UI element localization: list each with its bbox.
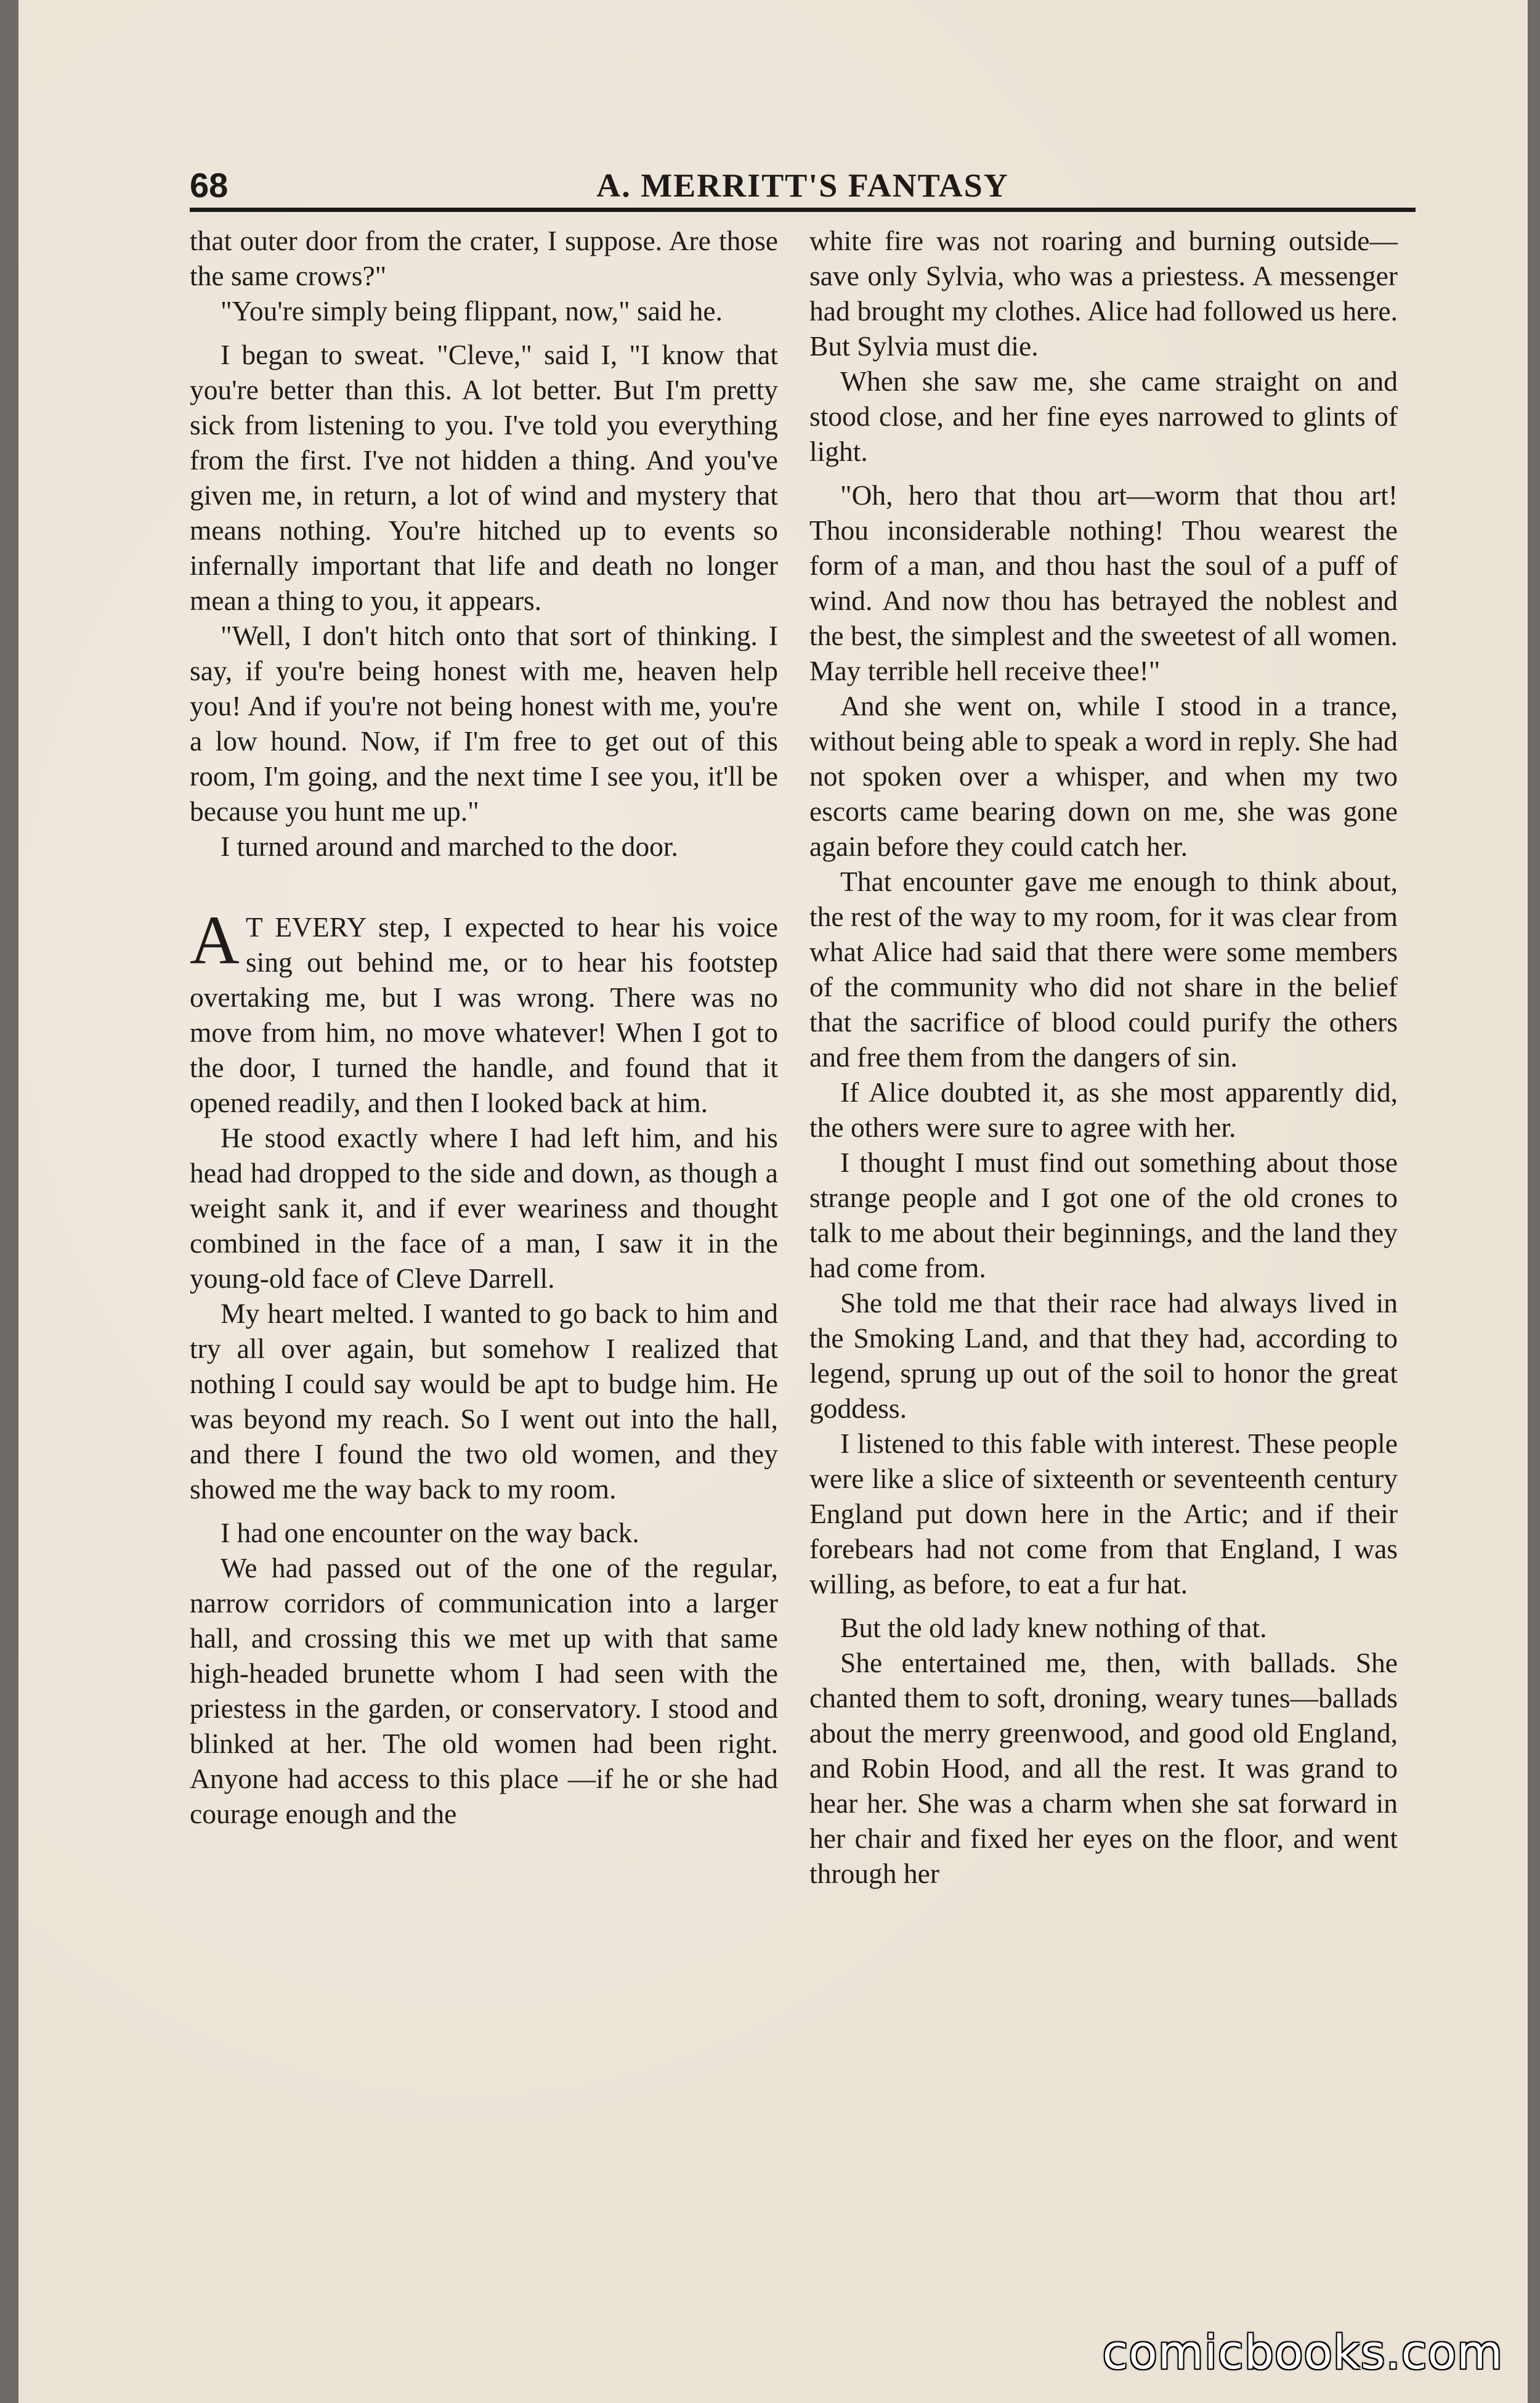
paragraph: We had passed out of the one of the regular, narrow corridors of communication into a larger hall, and crossing this we met up with that same high-headed brunette whom I had seen with the priestess in the garden, or conservatory. I stood and blinked at her. The old women had been right. Anyone had access to this place —if he or she had courage enough and the (190, 1552, 778, 1829)
running-title: A. MERRITT'S FANTASY (596, 167, 1009, 204)
page-header (190, 163, 1416, 212)
left-column (190, 223, 778, 1831)
paragraph: My heart melted. I wanted to go back to him and try all over again, but somehow I realized that nothing I could say would be apt to budge him. He was beyond my reach. So I went out into the hall, and there I found the two old women, and they showed me the way back to my room. (190, 1298, 778, 1505)
paragraph: I thought I must find out something about those strange people and I got one of the old crones to talk to me about their beginnings, and the land they had come from. (809, 1147, 1398, 1283)
section-opening-paragraph (190, 902, 778, 1120)
paragraph: That encounter gave me enough to think about, the rest of the way to my room, for it was clear from what Alice had said that there were some members of the community who did not share in the belief that the sacrifice of blood could purify the others and free them from the dangers of sin. (809, 866, 1398, 1073)
paragraph: "You're simply being flippant, now," said he. (221, 295, 723, 327)
paragraph: When she saw me, she came straight on and stood close, and her fine eyes narrowed to glints of light. (809, 365, 1398, 467)
paragraph: I had one encounter on the way back. (221, 1517, 639, 1548)
right-column (809, 223, 1398, 1891)
paragraph: She entertained me, then, with ballads. She chanted them to soft, droning, weary tunes—ballads about the merry greenwood, and good old England, and Robin Hood, and all the rest. It was grand to hear her. She was a charm when she sat forward in her chair and fixed her eyes on the floor, and went through her (809, 1647, 1398, 1889)
paragraph: that outer door from the crater, I suppose. Are those the same crows?" (190, 225, 778, 291)
page-number: 68 (190, 166, 229, 205)
paragraph: I turned around and marched to the door. (221, 831, 678, 862)
paragraph: I began to sweat. "Cleve," said I, "I know that you're better than this. A lot better. But I'm pretty sick from listening to you. I've told you everything from the first. I've not hidden a thing. And you've given me, in return, a lot of wind and mystery that means nothing. You're hitched up to events so infernally important that life and death no longer mean a thing to you, it appears. (190, 339, 778, 616)
watermark: comicbooks.com (1102, 2325, 1503, 2380)
paragraph: He stood exactly where I had left him, and his head had dropped to the side and down, as though a weight sank it, and if ever weariness and thought combined in the face of a man, I saw it in the young-old face of Cleve Darrell. (190, 1122, 778, 1294)
magazine-page (18, 0, 1528, 2403)
paragraph: "Well, I don't hitch onto that sort of thinking. I say, if you're being honest with me, heaven help you! And if you're not being honest with me, you're a low hound. Now, if I'm free to get out of this room, I'm going, and the next time I see you, it'll be because you hunt me up." (190, 620, 778, 827)
paragraph: And she went on, while I stood in a trance, without being able to speak a word in reply. She had not spoken over a whisper, and when my two escorts came bearing down on me, she was gone again before they could catch her. (809, 690, 1398, 862)
drop-cap: A (190, 902, 240, 978)
paragraph: "Oh, hero that thou art—worm that thou art! Thou inconsiderable nothing! Thou wearest the form of a man, and thou hast the soul of a puff of wind. And now thou has betrayed the noblest and the best, the simplest and the sweetest of all women. May terrible hell receive thee!" (809, 479, 1398, 686)
paragraph: I listened to this fable with interest. These people were like a slice of sixteenth or seventeenth century England put down here in the Artic; and if their forebears had not come from that England, I was willing, as before, to eat a fur hat. (809, 1428, 1398, 1600)
paragraph: But the old lady knew nothing of that. (840, 1612, 1267, 1643)
section-opening-text: T EVERY step, I expected to hear his voice sing out behind me, or to hear his footstep overtaking me, but I was wrong. There was no move from him, no move whatever! When I got to the door, I turned the handle, and found that it opened readily, and then I looked back at him. (190, 911, 778, 1118)
paragraph: If Alice doubted it, as she most apparently did, the others were sure to agree with her. (809, 1076, 1398, 1143)
paragraph: white fire was not roaring and burning outside—save only Sylvia, who was a priestess. A messenger had brought my clothes. Alice had followed us here. But Sylvia must die. (809, 225, 1398, 362)
paragraph: She told me that their race had always lived in the Smoking Land, and that they had, according to legend, sprung up out of the soil to honor the great goddess. (809, 1287, 1398, 1424)
